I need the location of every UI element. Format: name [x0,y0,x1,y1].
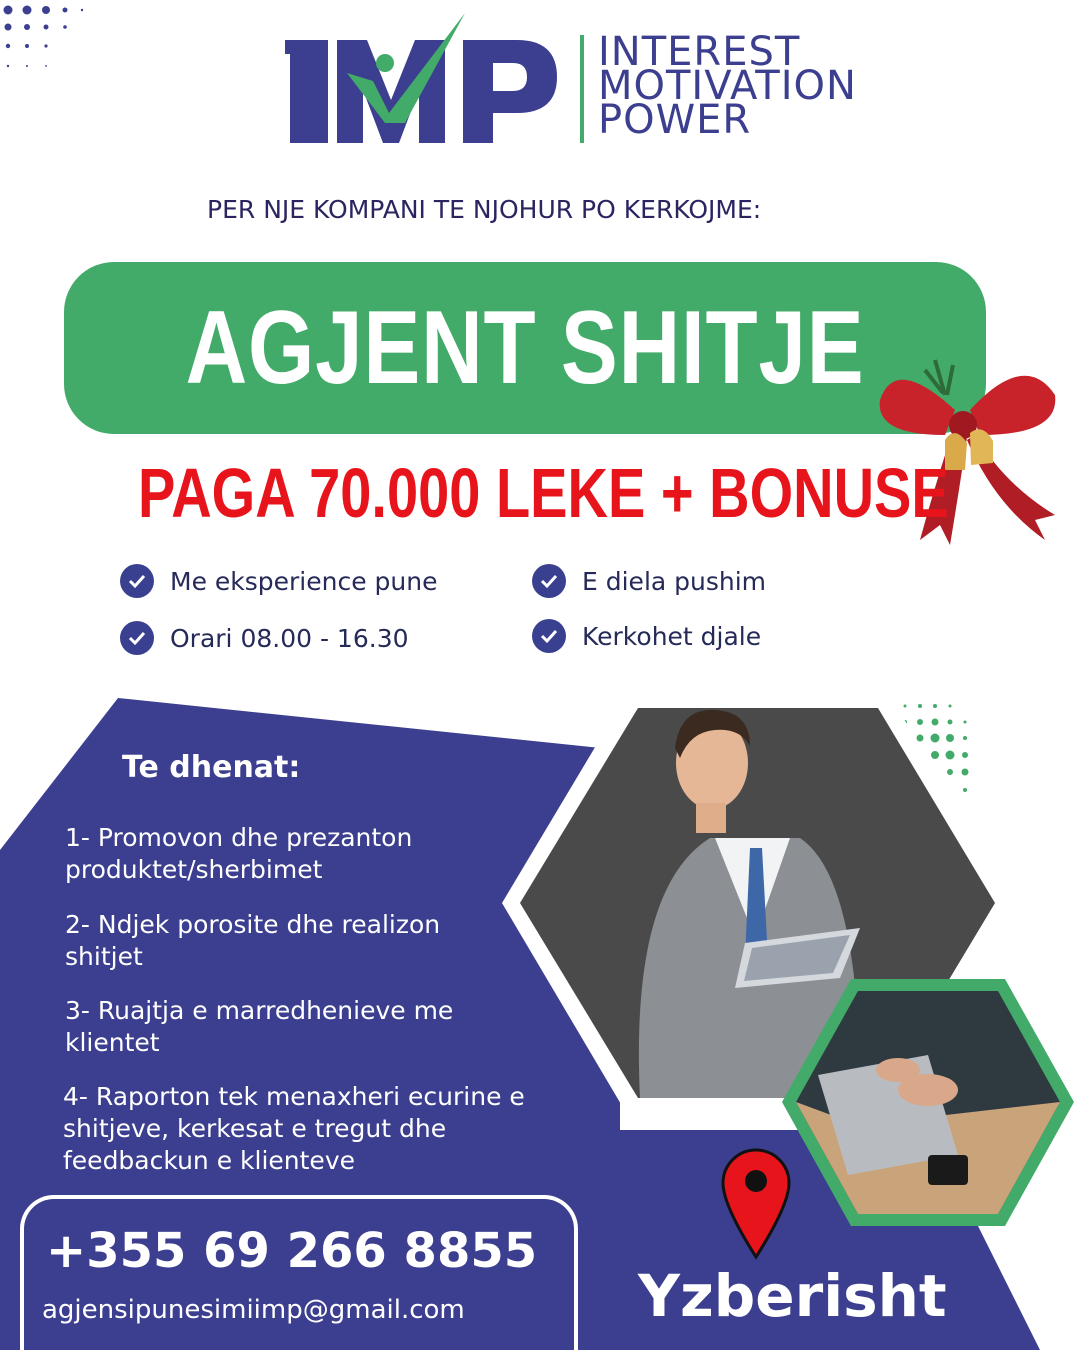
check-circle-icon [120,621,154,655]
benefit-label: Me eksperience pune [170,566,438,596]
benefit-label: Orari 08.00 - 16.30 [170,623,409,653]
dot-pattern-top-left [0,0,100,80]
contact-box [20,1195,578,1354]
logo-line-interest: INTEREST [598,29,801,75]
logo-line-motivation: MOTIVATION [598,63,857,109]
benefit-item [120,621,409,655]
email-address[interactable]: agjensipunesimiimp@gmail.com [42,1295,465,1325]
details-heading: Te dhenat: [122,750,301,785]
location-label: Yzberisht [638,1262,947,1330]
benefit-item [532,564,766,598]
salary-text: PAGA 70.000 LEKE + BONUSE [138,454,949,532]
position-title: AGJENT SHITJE [185,289,865,406]
intro-text: PER NJE KOMPANI TE NJOHUR PO KERKOJME: [207,195,762,224]
duty-item: 3- Ruajtja e marredhenieve me klientet [65,996,454,1057]
duty-item: 1- Promovon dhe prezanton produktet/sherbimet [65,823,413,884]
benefit-item [532,619,761,653]
duty-item: 4- Raporton tek menaxheri ecurine e shitjeve, kerkesat e tregut dhe feedbackun e klienteve [63,1082,525,1175]
laptop-photo [778,975,1078,1230]
duty-item: 2- Ndjek porosite dhe realizon shitjet [65,910,441,971]
imp-logo-mark [285,5,585,150]
logo-line-power: POWER [598,97,752,143]
logo-divider [580,35,584,143]
check-circle-icon [120,564,154,598]
position-banner [64,262,986,434]
benefit-item [120,564,438,598]
benefit-label: E diela pushim [582,566,767,596]
logo-tagline [598,29,857,143]
map-pin-icon [718,1145,794,1260]
check-circle-icon [532,564,566,598]
phone-number[interactable]: +355 69 266 8855 [46,1223,538,1279]
check-circle-icon [532,619,566,653]
benefit-label: Kerkohet djale [582,621,762,651]
